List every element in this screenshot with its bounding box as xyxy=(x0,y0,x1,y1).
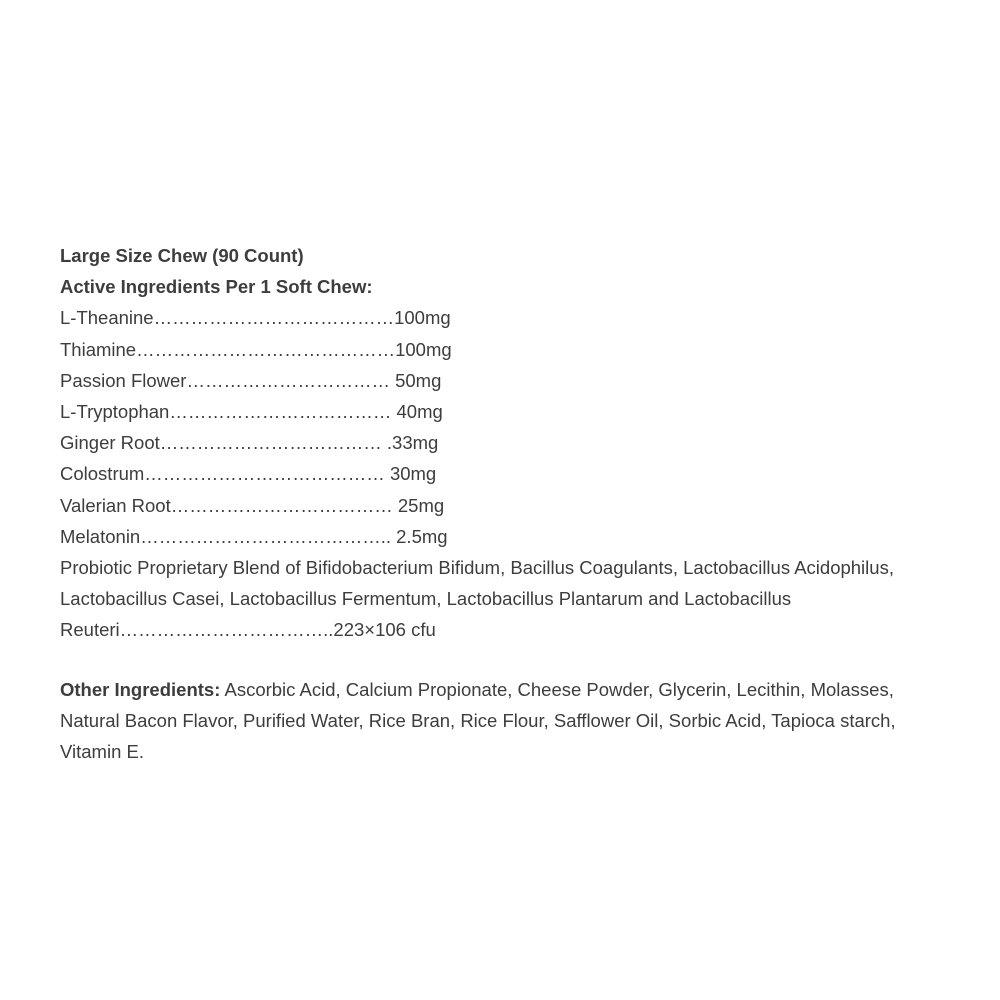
other-ingredients-text: Ascorbic Acid, Calcium Propionate, Cheese Powder, Glycerin, Lecithin, Molasses, xyxy=(220,678,894,700)
ingredient-document xyxy=(60,240,960,767)
ingredient-line: Colostrum………………………………… 30mg xyxy=(60,463,437,485)
ingredient-line: L-Tryptophan……………………………… 40mg xyxy=(60,401,443,423)
active-ingredients-heading: Active Ingredients Per 1 Soft Chew: xyxy=(60,276,373,298)
probiotic-blend-line-1: Probiotic Proprietary Blend of Bifidobacterium Bifidum, Bacillus Coagulants, Lactobacillus Acidophilus, xyxy=(60,557,894,579)
ingredient-line: Valerian Root……………………………… 25mg xyxy=(60,494,445,516)
ingredient-line: L-Theanine…………………………………100mg xyxy=(60,307,451,329)
other-ingredients-line-2: Natural Bacon Flavor, Purified Water, Rice Bran, Rice Flour, Safflower Oil, Sorbic Acid, Tapioca starch, xyxy=(60,709,896,731)
ingredient-line: Melatonin………………………………….. 2.5mg xyxy=(60,525,448,547)
section-spacer xyxy=(60,646,960,674)
other-ingredients-label: Other Ingredients: xyxy=(60,678,221,700)
probiotic-blend-line-3: Reuteri……………………………..223×106 cfu xyxy=(60,619,436,641)
product-title: Large Size Chew (90 Count) xyxy=(60,245,304,266)
probiotic-blend-line-2: Lactobacillus Casei, Lactobacillus Fermentum, Lactobacillus Plantarum and Lactobacillus xyxy=(60,588,792,610)
other-ingredients-line-3: Vitamin E. xyxy=(60,741,144,763)
ingredient-line: Ginger Root……………………………… .33mg xyxy=(60,432,439,454)
ingredient-line: Passion Flower…………………………… 50mg xyxy=(60,369,442,391)
other-ingredients-line-1 xyxy=(60,674,960,705)
ingredient-line: Thiamine……………………………………100mg xyxy=(60,338,452,360)
